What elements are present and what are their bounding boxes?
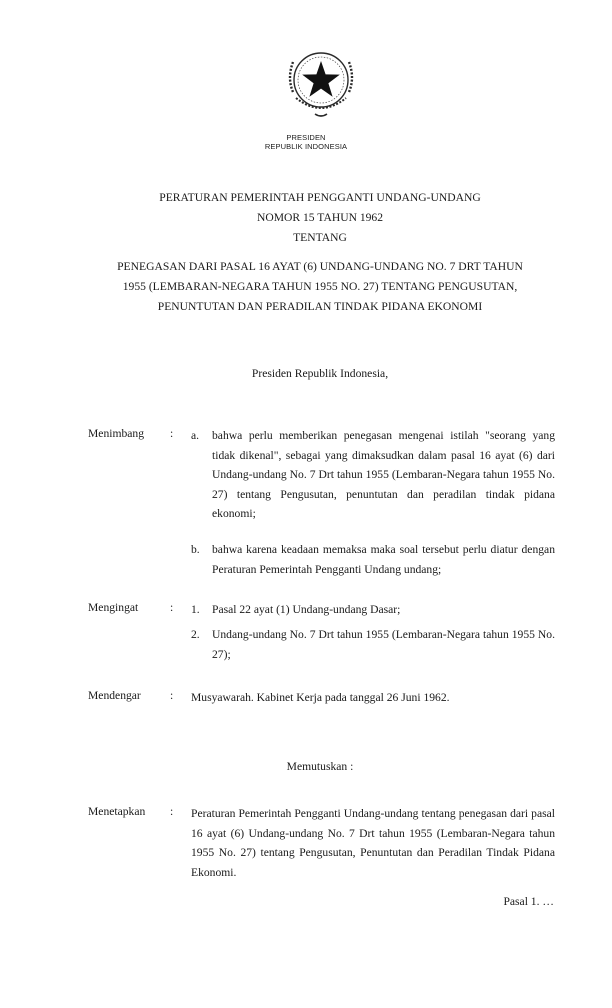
mengingat-item-2: [191, 625, 555, 664]
menetapkan-text: Peraturan Pemerintah Pengganti Undang-undang tentang penegasan dari pasal 16 ayat (6) Undang-undang No. 7 Drt tahun 1955 (Lembaran-Negara tahun 1955 No. 27) tentang Pengusutan, Penuntutan dan Peradilan Tindak Pidana Ekonomi.: [191, 807, 555, 879]
next-page-reference: Pasal 1. …: [503, 895, 554, 908]
title-line-3: TENTANG: [293, 231, 347, 244]
list-marker: a.: [191, 429, 200, 442]
menetapkan-colon: :: [170, 805, 174, 818]
title-line-6: PENUNTUTAN DAN PERADILAN TINDAK PIDANA EKONOMI: [157, 300, 483, 313]
menimbang-label: Menimbang: [88, 427, 145, 440]
mendengar-colon: :: [170, 689, 174, 702]
title-line-2: NOMOR 15 TAHUN 1962: [256, 211, 384, 224]
list-item-text: bahwa karena keadaan memaksa maka soal tersebut perlu diatur dengan Peraturan Pemerintah Pengganti Undang undang;: [212, 543, 555, 576]
garuda-star-emblem-icon: [281, 42, 361, 122]
menetapkan-label: Menetapkan: [88, 805, 146, 818]
mengingat-label: Mengingat: [88, 601, 139, 614]
header-republik-indonesia: REPUBLIK INDONESIA: [264, 142, 348, 151]
mengingat-item-1: [191, 600, 555, 620]
list-item-text: bahwa perlu memberikan penegasan mengenai istilah "seorang yang tidak dikenal", sebagai yang dimaksudkan dalam pasal 16 ayat (6) dari Undang-undang No. 7 Drt tahun 1955 (Lembaran-Negara tahun 1955 No. 27) tentang Pengusutan, penuntutan dan peradilan tindak pidana ekonomi;: [212, 429, 555, 520]
title-line-5: 1955 (LEMBARAN-NEGARA TAHUN 1955 NO. 27) TENTANG PENGUSUTAN,: [122, 280, 518, 293]
list-marker: 1.: [191, 603, 200, 616]
list-item-text: Pasal 22 ayat (1) Undang-undang Dasar;: [212, 603, 401, 616]
title-line-1: PERATURAN PEMERINTAH PENGGANTI UNDANG-UNDANG: [159, 191, 481, 204]
header-presiden: PRESIDEN: [286, 133, 326, 142]
mendengar-text: Musyawarah. Kabinet Kerja pada tanggal 26 Juni 1962.: [191, 691, 450, 704]
list-item-text: Undang-undang No. 7 Drt tahun 1955 (Lembaran-Negara tahun 1955 No. 27);: [212, 628, 555, 661]
mengingat-colon: :: [170, 601, 174, 614]
mendengar-label: Mendengar: [88, 689, 141, 702]
menimbang-item-a: [191, 426, 555, 524]
memutuskan-heading: Memutuskan :: [286, 760, 354, 773]
list-marker: b.: [191, 543, 200, 556]
preamble: Presiden Republik Indonesia,: [251, 367, 389, 380]
list-marker: 2.: [191, 628, 200, 641]
menimbang-colon: :: [170, 427, 174, 440]
title-line-4: PENEGASAN DARI PASAL 16 AYAT (6) UNDANG-UNDANG NO. 7 DRT TAHUN: [117, 260, 523, 273]
menimbang-item-b: [191, 540, 555, 579]
